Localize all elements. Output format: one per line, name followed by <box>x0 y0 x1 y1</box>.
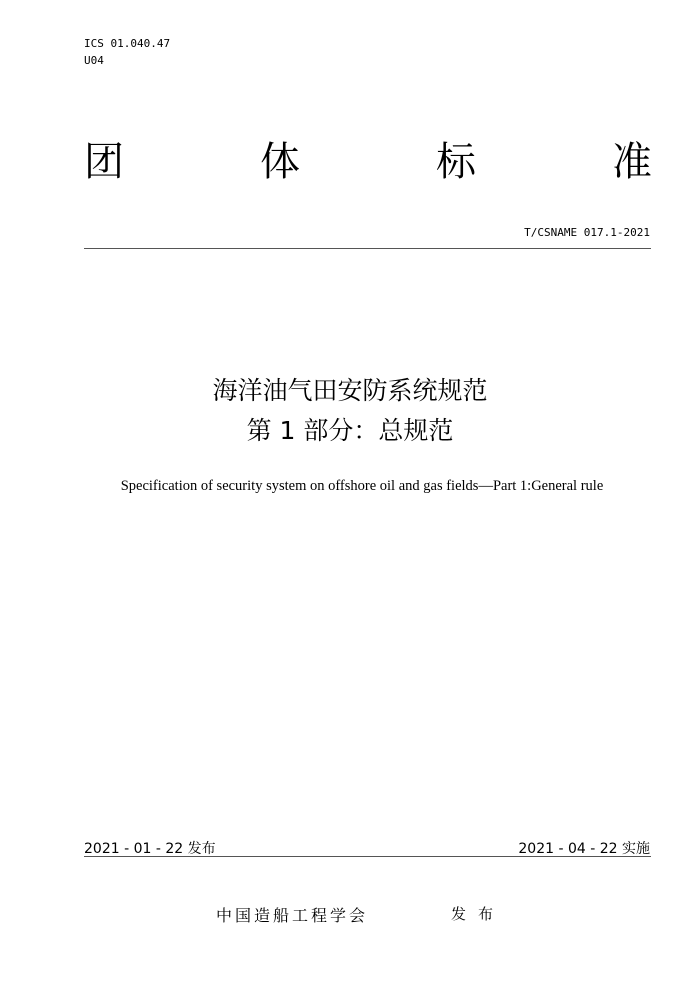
standard-type-heading <box>84 138 652 186</box>
publish-label: 发布 <box>451 905 506 923</box>
ics-code: ICS 01.040.47 <box>84 37 171 50</box>
document-title-line2: 第 1 部分：总规范 <box>246 416 454 445</box>
standard-code: T/CSNAME 017.1-2021 <box>524 226 650 239</box>
issue-date: 2021 - 01 - 22 发布 <box>84 841 216 857</box>
document-title-line1: 海洋油气田安防系统规范 <box>212 376 488 405</box>
implementation-date: 2021 - 04 - 22 实施 <box>518 841 650 857</box>
heading-char-1: 团 <box>84 139 124 185</box>
header-divider <box>84 248 651 249</box>
ccs-code: U04 <box>84 54 104 67</box>
heading-char-2: 体 <box>260 139 300 185</box>
issuing-organization: 中国造船工程学会 <box>216 906 369 925</box>
heading-char-4: 准 <box>612 139 652 185</box>
footer-divider <box>84 856 651 857</box>
heading-char-3: 标 <box>436 139 476 185</box>
document-title-english: Specification of security system on offshore oil and gas fields—Part 1:General rule <box>120 478 604 494</box>
